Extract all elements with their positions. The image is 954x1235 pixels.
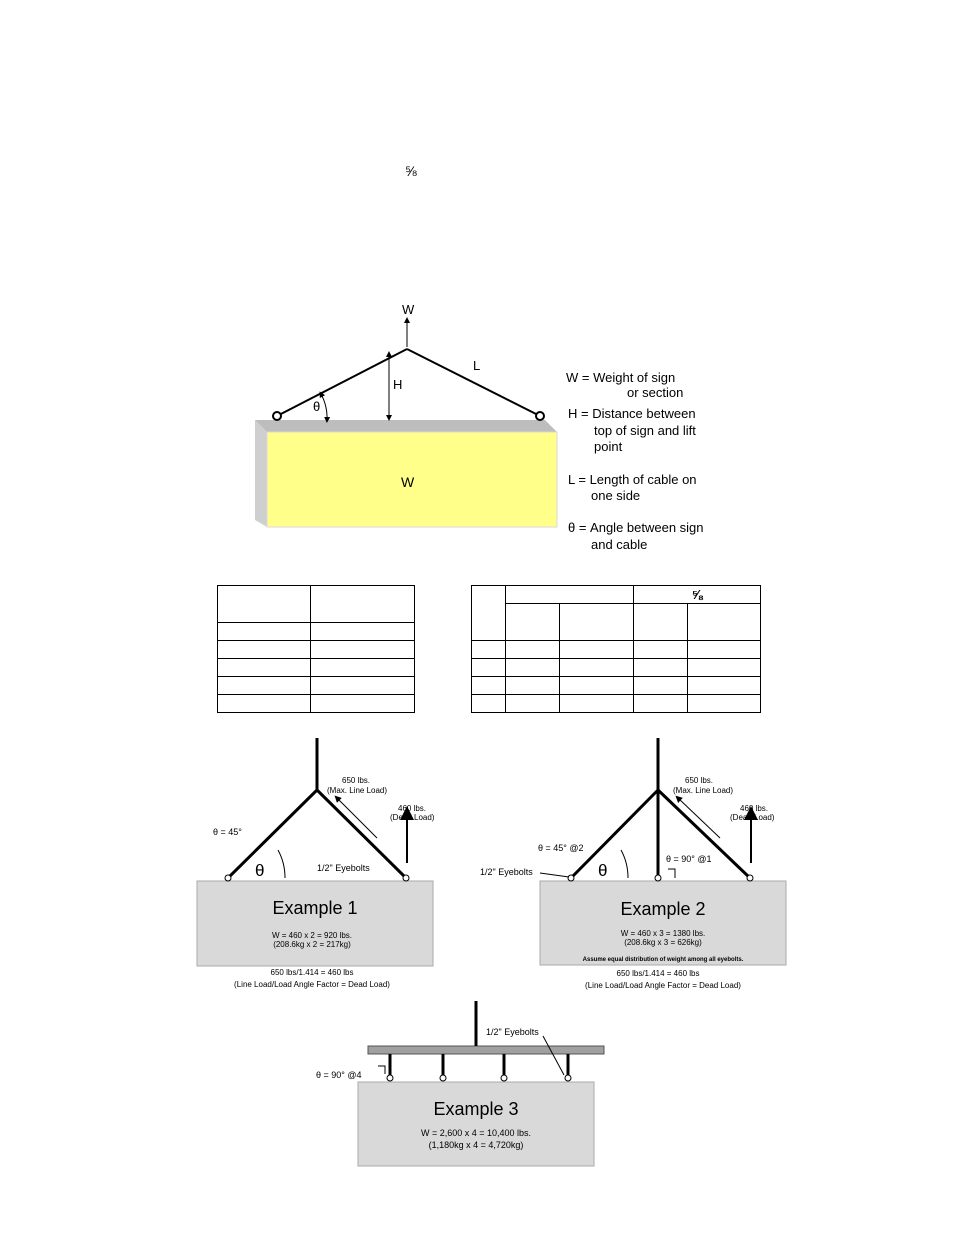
example2-note2: (Line Load/Load Angle Factor = Dead Load) (585, 981, 741, 990)
example3-w-line2: (1,180kg x 4 = 4,720kg) (428, 1140, 524, 1150)
example2-note1: 650 lbs/1.414 = 460 lbs (616, 969, 700, 978)
legend-l-1: L = Length of cable on (568, 472, 697, 487)
example2-eyebolt-center (655, 875, 661, 881)
cable-left (277, 349, 407, 416)
example2-assume: Assume equal distribution of weight among all eyebolts. (582, 957, 744, 963)
example1-dead-load-2: (Dead Load) (390, 813, 435, 822)
eyebolt-right (536, 412, 544, 420)
example1-title: Example 1 (272, 898, 358, 918)
example1-theta: θ (255, 861, 265, 880)
example3-diagram (300, 998, 610, 1168)
example2-sign (540, 881, 786, 965)
example3-w-line1: W = 2,600 x 4 = 10,400 lbs. (420, 1128, 532, 1138)
example3-drops (390, 1054, 568, 1075)
example2-theta-90: θ = 90° @1 (666, 854, 712, 864)
example3-sign (358, 1082, 594, 1166)
example1-max-load-1: 650 lbs. (342, 776, 371, 785)
example3-theta-90: θ = 90° @4 (316, 1070, 362, 1080)
legend-w-1: W = Weight of sign (566, 370, 676, 385)
example2-right-angle (668, 869, 675, 878)
example2-dead-load-2: (Dead Load) (730, 813, 775, 822)
example1-dead-load-1: 460 lbs. (398, 804, 427, 813)
example1-eyebolts: 1/2" Eyebolts (317, 863, 370, 873)
example1-eyebolt-left (225, 875, 231, 881)
example2-max-load-1: 650 lbs. (685, 776, 714, 785)
example2-w-line1: W = 460 x 3 = 1380 lbs. (620, 929, 706, 938)
example2-line-arrow (678, 798, 720, 838)
eyebolt-left (273, 412, 281, 420)
theta-label: θ (313, 399, 321, 414)
example1-theta-arc (278, 850, 285, 878)
legend-h-1: H = Distance between (568, 406, 696, 421)
example2-eyebolt-left (568, 875, 574, 881)
example2-w-line2: (208.6kg x 3 = 626kg) (624, 938, 702, 947)
fraction-text: ⅝ (405, 163, 417, 179)
example2-eyebolts: 1/2" Eyebolts (480, 867, 533, 877)
example2-theta-arc (621, 850, 628, 878)
example3-eyebolts (387, 1075, 571, 1081)
legend-theta-1: θ = Angle between sign (568, 520, 704, 535)
sign-top (255, 420, 557, 432)
right-table (471, 585, 761, 713)
legend-theta-2: and cable (591, 537, 648, 552)
example2-theta-45: θ = 45° @2 (538, 843, 584, 853)
example1-w-line2: (208.6kg x 2 = 217kg) (273, 940, 351, 949)
example3-eyebolts: 1/2" Eyebolts (486, 1027, 539, 1037)
sign-side (255, 420, 267, 527)
theta-arc (321, 394, 327, 420)
legend-h-3: point (594, 439, 623, 454)
l-label: L (473, 358, 481, 373)
legend-h-2: top of sign and lift (594, 423, 696, 438)
example1-w-line1: W = 460 x 2 = 920 lbs. (271, 931, 353, 940)
example2-cable-right (658, 790, 750, 878)
example2-dead-load-1: 460 lbs. (740, 804, 769, 813)
example1-max-load-2: (Max. Line Load) (327, 786, 388, 795)
example3-spreader-bar (368, 1046, 604, 1054)
w-box-label: W (401, 474, 415, 490)
example1-note1: 650 lbs/1.414 = 460 lbs (270, 968, 354, 977)
example3-title: Example 3 (433, 1099, 519, 1119)
example1-note2: (Line Load/Load Angle Factor = Dead Load) (234, 980, 390, 989)
example2-cable-left (571, 790, 658, 878)
example1-line-arrow (337, 798, 377, 838)
example1-diagram (195, 738, 455, 998)
example1-sign (197, 881, 433, 966)
example2-eyebolt-leader (540, 873, 569, 877)
lift-diagram (255, 292, 725, 567)
example2-title: Example 2 (620, 899, 706, 919)
legend (566, 370, 704, 552)
legend-w-2: or section (627, 385, 684, 400)
w-top-label: W (402, 302, 415, 317)
example2-theta: θ (598, 861, 608, 880)
table-header-fraction: ⅝ (634, 586, 761, 604)
example2-max-load-2: (Max. Line Load) (673, 786, 734, 795)
h-label: H (393, 377, 403, 392)
example3-right-angle (378, 1066, 385, 1074)
example2-eyebolt-right (747, 875, 753, 881)
example1-eyebolt-right (403, 875, 409, 881)
legend-l-2: one side (591, 488, 641, 503)
example1-theta-eq: θ = 45° (213, 827, 242, 837)
example2-diagram (470, 738, 790, 998)
left-table (217, 585, 415, 713)
example3-eyebolt-leader (543, 1036, 564, 1075)
